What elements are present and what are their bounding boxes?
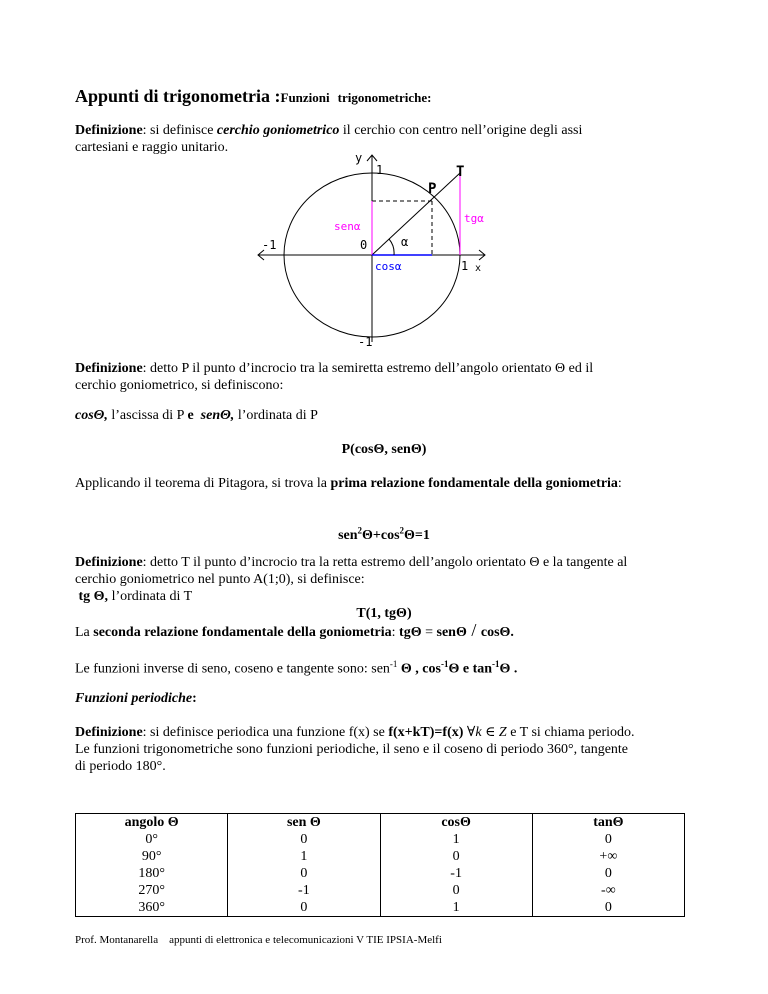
table-header: sen Θ	[286, 815, 321, 830]
unit-circle-diagram	[250, 150, 520, 350]
tg-label: tgα	[464, 212, 484, 225]
first-fundamental-relation: $sen^2\Theta+\cos^2\Theta=1$	[338, 525, 430, 543]
table-header: tanΘ	[593, 815, 624, 830]
angle-column	[76, 814, 228, 917]
page-footer	[75, 934, 442, 946]
point-p-label: P	[428, 181, 437, 197]
table-cell: -1	[450, 866, 462, 881]
table-cell: 0°	[145, 832, 158, 847]
cos-column	[380, 814, 532, 917]
cos-label: cosα	[375, 260, 402, 273]
table-cell: 0	[452, 883, 460, 898]
table-cell: 360°	[138, 900, 165, 915]
table-cell: 0	[452, 849, 460, 864]
origin-label: 0	[360, 238, 368, 252]
definition-goniometric-circle: Definizione: si definisce cerchio goniometrico il cerchio con centro nell’origine degli assi cartesiani e raggio unitario.	[75, 123, 583, 155]
y-one-label: 1	[376, 163, 384, 177]
definition-point-p: Definizione: detto P il punto d’incrocio tra la semiretta estremo dell’angolo orientato Θ ed il cerchio goniometrico, si definiscono:	[75, 361, 594, 393]
table-cell: 0	[300, 900, 308, 915]
table-cell: 1	[452, 900, 460, 915]
table-cell: 180°	[138, 866, 165, 881]
t-coordinates: T(1, tgΘ)	[356, 606, 412, 621]
table-cell: 0	[604, 866, 612, 881]
second-fundamental-relation: La seconda relazione fondamentale della goniometria: tgΘ = senΘ / cosΘ.	[75, 620, 514, 640]
cos-sen-definition: cosΘ, l’ascissa di P e senΘ, l’ordinata di P	[75, 408, 318, 423]
table-cell: 270°	[138, 883, 165, 898]
pythagoras-text: Applicando il teorema di Pitagora, si trova la prima relazione fondamentale della goniometria:	[75, 476, 622, 491]
tan-column	[532, 814, 684, 917]
table-cell: 0	[604, 832, 612, 847]
trig-values-table	[75, 813, 685, 917]
periodic-functions-heading: Funzioni periodiche:	[75, 691, 197, 706]
table-cell: 1	[452, 832, 460, 847]
table-row	[76, 814, 685, 917]
table-header: angolo Θ	[124, 815, 179, 830]
table-cell: 0	[604, 900, 612, 915]
point-t-label: T	[456, 164, 465, 180]
definition-point-t: Definizione: detto T il punto d’incrocio tra la retta estremo dell’angolo orientato Θ e la tangente al cerchio goniometrico nel punto A(1;0), si definisce: tg Θ, l’ordinata di T	[75, 555, 628, 604]
table-cell: -1	[298, 883, 310, 898]
page-title: Appunti di trigonometria :Funzioni trigonometriche:	[75, 86, 432, 106]
y-axis-label: y	[355, 151, 363, 165]
table-cell: 90°	[141, 849, 162, 864]
footer-author: Prof. Montanarella	[75, 934, 159, 946]
x-axis-label: x	[475, 263, 482, 274]
sen-column	[228, 814, 380, 917]
inverse-functions: Le funzioni inverse di seno, coseno e tangente sono: sen$^{-1}$ Θ , $\cos^{-1}\Theta$ e $\tan^{-1}\Theta$ .	[75, 659, 518, 677]
definition-periodic: Definizione: si definisce periodica una funzione f(x) se f(x+kT)=f(x) ∀k ∈ Z e T si chiama periodo. Le funzioni trigonometriche sono funzioni periodiche, il seno e il coseno di periodo 360°, tangente di periodo 180°.	[75, 725, 635, 774]
table-cell: +∞	[599, 849, 618, 864]
alpha-label: α	[401, 235, 409, 249]
table-cell: 0	[300, 866, 308, 881]
minus-one-x-label: -1	[262, 238, 277, 252]
p-coordinates: P(cosΘ, senΘ)	[341, 442, 427, 457]
table-cell: 1	[300, 849, 308, 864]
x-one-label: 1	[461, 259, 469, 273]
table-cell: 0	[300, 832, 308, 847]
footer-course: appunti di elettronica e telecomunicazioni V TIE IPSIA-Melfi	[169, 934, 442, 946]
table-header: cosΘ	[441, 815, 471, 830]
sen-label: senα	[334, 220, 361, 233]
table-cell: -∞	[601, 883, 616, 898]
minus-one-y-label: -1	[358, 335, 373, 349]
